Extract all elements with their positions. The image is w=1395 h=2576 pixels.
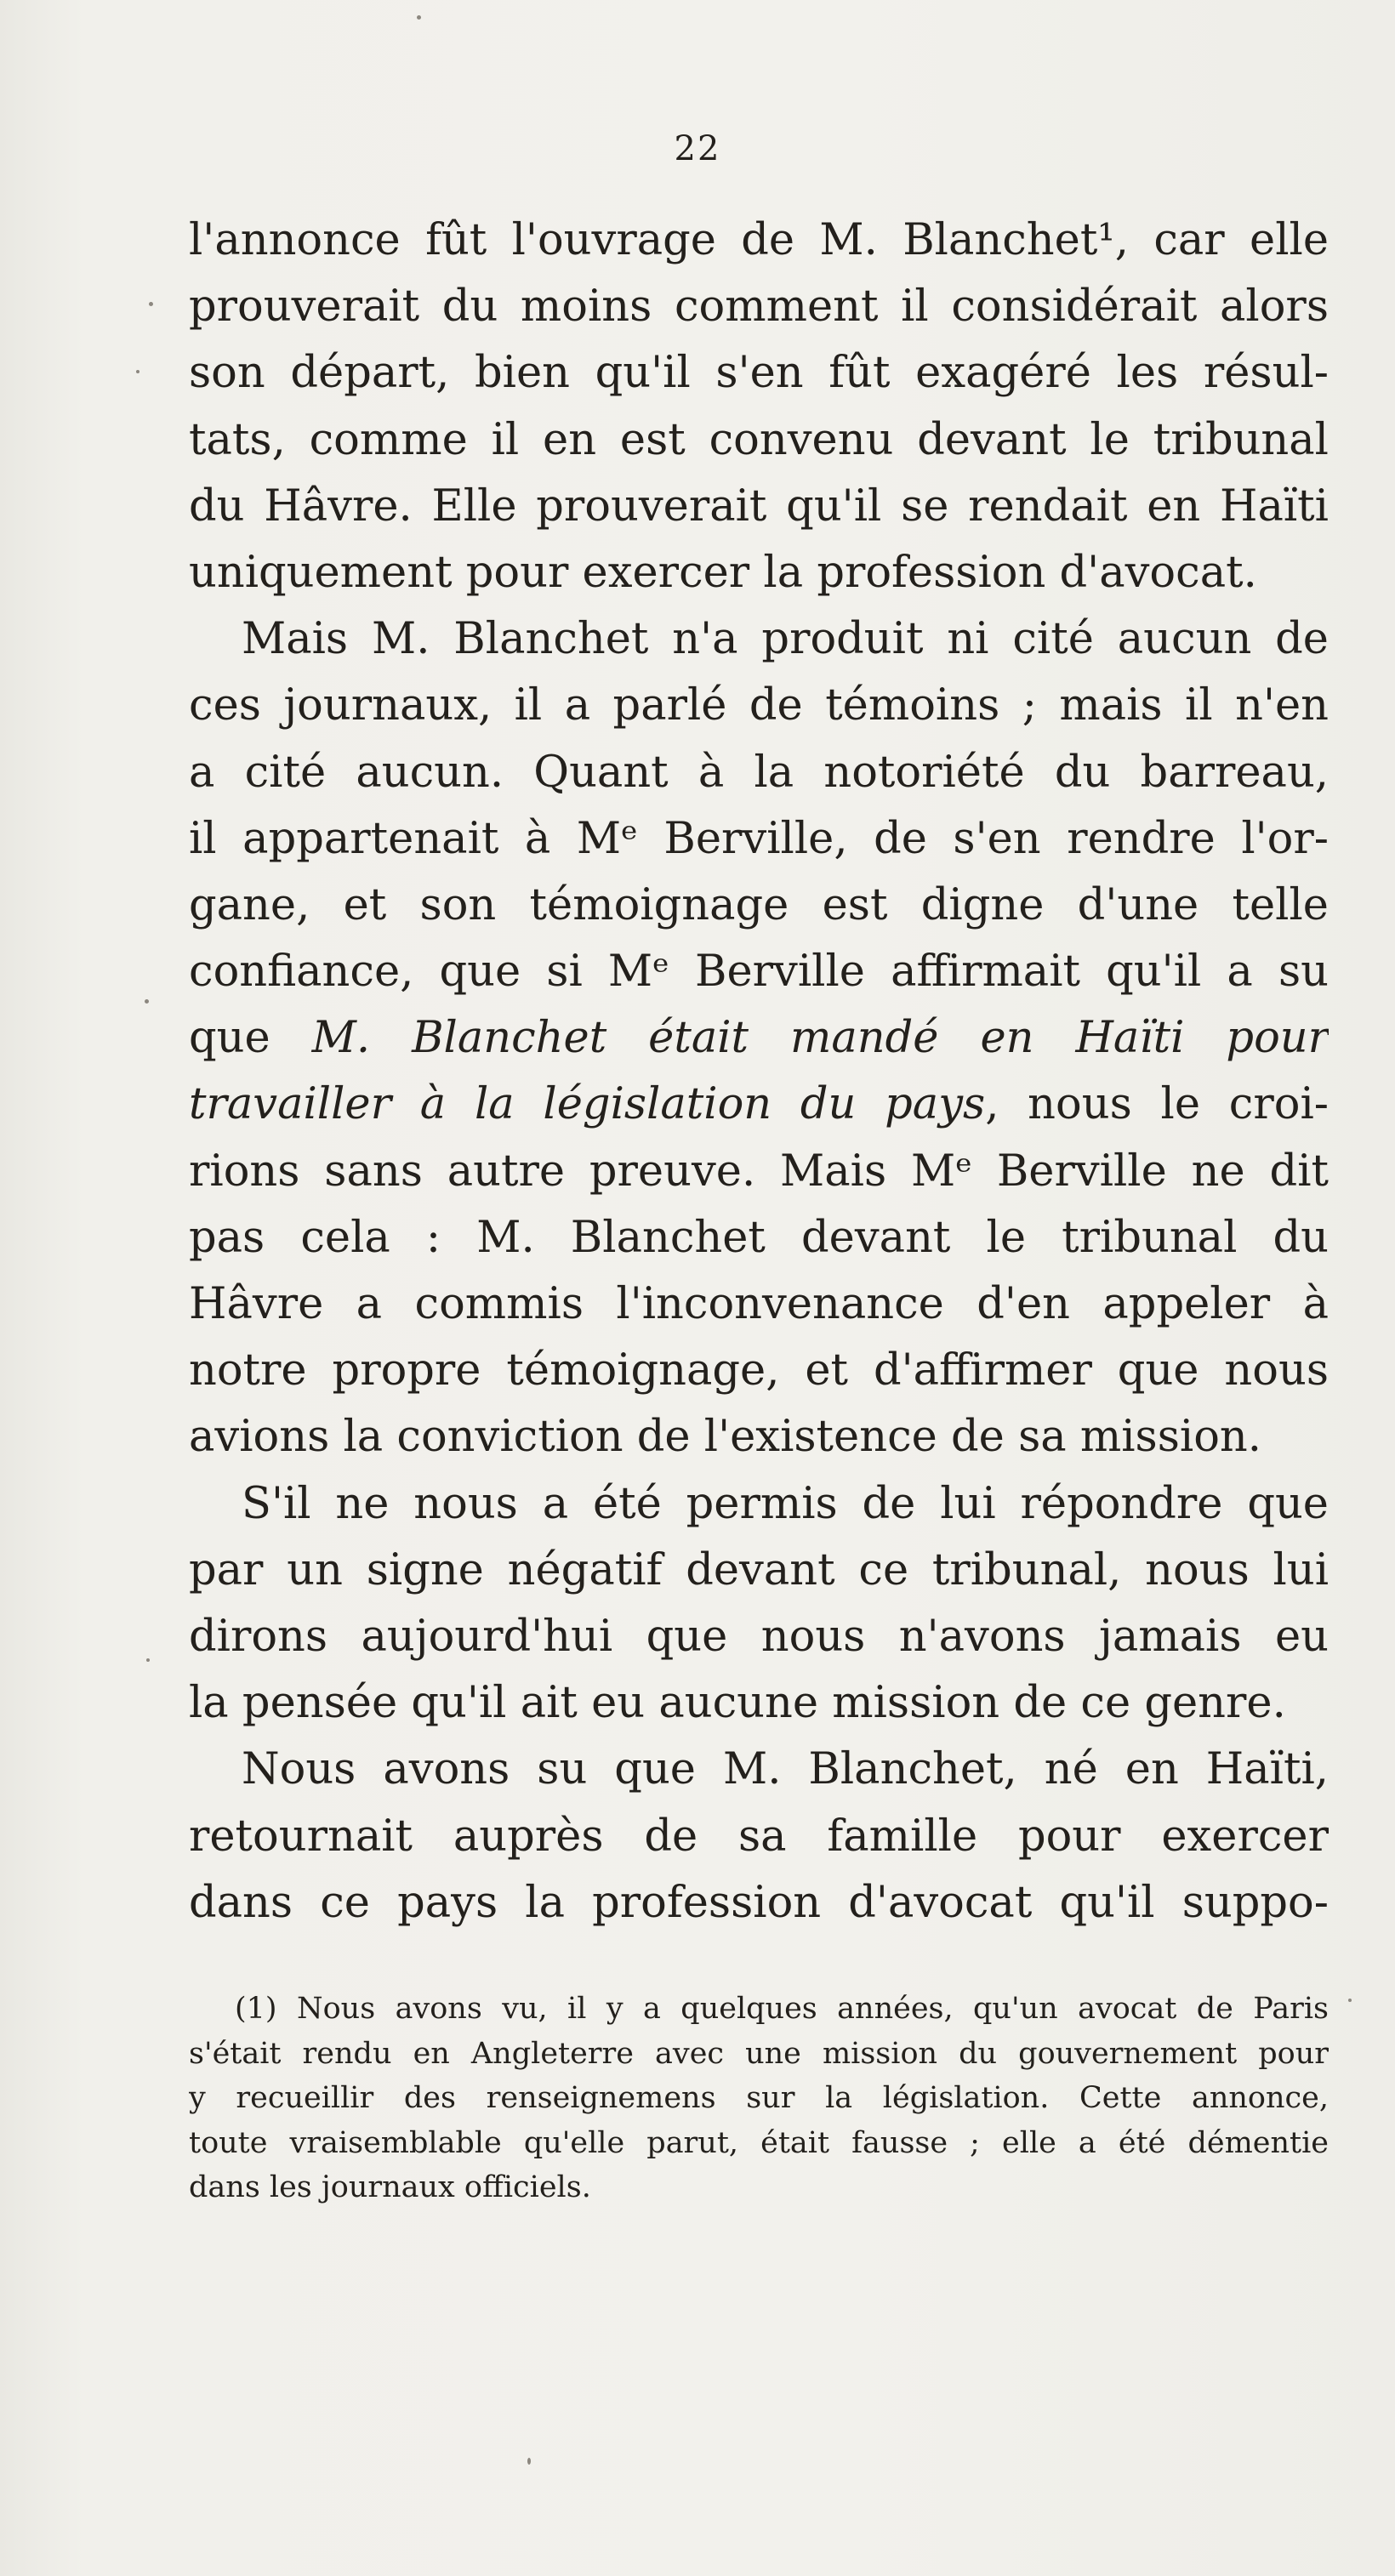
paper-speck xyxy=(527,2458,531,2465)
text-line: a cité aucun. Quant à la notoriété du barreau, xyxy=(189,747,1329,798)
footnote-line: toute vraisemblable qu'elle parut, était fausse ; elle a été démentie xyxy=(189,2125,1329,2160)
footnote-line: dans les journaux officiels. xyxy=(189,2170,591,2204)
text-line: avions la conviction de l'existence de sa mission. xyxy=(189,1412,1261,1463)
paper-speck xyxy=(417,15,421,20)
italic-phrase: travailler à la législation du pays xyxy=(189,1079,986,1130)
text-line: dirons aujourd'hui que nous n'avons jamais eu xyxy=(189,1611,1329,1662)
text-line: tats, comme il en est convenu devant le tribunal xyxy=(189,414,1329,465)
italic-phrase: M. Blanchet était mandé en Haïti pour xyxy=(311,1013,1329,1064)
text-line: la pensée qu'il ait eu aucune mission de ce genre. xyxy=(189,1678,1286,1729)
text-line: son départ, bien qu'il s'en fût exagéré les résul- xyxy=(189,348,1329,399)
footnote-line: y recueillir des renseignemens sur la législation. Cette annonce, xyxy=(189,2081,1329,2115)
text-line: l'annonce fût l'ouvrage de M. Blanchet¹, car elle xyxy=(189,215,1329,265)
paragraph-start-line: Mais M. Blanchet n'a produit ni cité aucun de xyxy=(242,614,1329,665)
text-line: Hâvre a commis l'inconvenance d'en appeler à xyxy=(189,1279,1329,1329)
paper-speck xyxy=(145,999,149,1004)
text-line: ces journaux, il a parlé de témoins ; mais il n'en xyxy=(189,680,1329,731)
text-line: confiance, que si Mᵉ Berville affirmait qu'il a su xyxy=(189,947,1329,998)
paragraph-start-line: S'il ne nous a été permis de lui répondre que xyxy=(242,1478,1329,1529)
paragraph-start-line: Nous avons su que M. Blanchet, né en Haïti, xyxy=(242,1744,1329,1795)
main-text xyxy=(189,208,1329,1936)
text-line: retournait auprès de sa famille pour exercer xyxy=(189,1811,1329,1862)
text-line: par un signe négatif devant ce tribunal, nous lui xyxy=(189,1544,1329,1595)
paper-speck xyxy=(136,370,140,373)
footnote xyxy=(189,1987,1329,2210)
paper-speck xyxy=(146,1658,150,1662)
text-line: gane, et son témoignage est digne d'une telle xyxy=(189,879,1329,930)
text-line: uniquement pour exercer la profession d'avocat. xyxy=(189,547,1257,598)
text-line: il appartenait à Mᵉ Berville, de s'en rendre l'or- xyxy=(189,813,1329,864)
footnote-line: (1) Nous avons vu, il y a quelques années, qu'un avocat de Paris xyxy=(235,1992,1329,2026)
page-number: 22 xyxy=(674,129,721,168)
text-line-italic-part: travailler à la législation du pays, nous le croi- xyxy=(189,1079,1329,1130)
text-line: pas cela : M. Blanchet devant le tribunal du xyxy=(189,1212,1329,1263)
text-line: rions sans autre preuve. Mais Mᵉ Berville ne dit xyxy=(189,1146,1329,1197)
footnote-line: s'était rendu en Angleterre avec une mission du gouvernement pour xyxy=(189,2036,1329,2071)
paper-speck xyxy=(1348,1999,1352,2002)
text-line: du Hâvre. Elle prouverait qu'il se rendait en Haïti xyxy=(189,481,1329,532)
paper-speck xyxy=(149,302,153,306)
text-line-italic-part: que M. Blanchet était mandé en Haïti pour xyxy=(189,1013,1329,1064)
text-line: notre propre témoignage, et d'affirmer que nous xyxy=(189,1345,1329,1396)
text-line: prouverait du moins comment il considérait alors xyxy=(189,281,1329,333)
text-line: dans ce pays la profession d'avocat qu'il suppo- xyxy=(189,1877,1329,1928)
